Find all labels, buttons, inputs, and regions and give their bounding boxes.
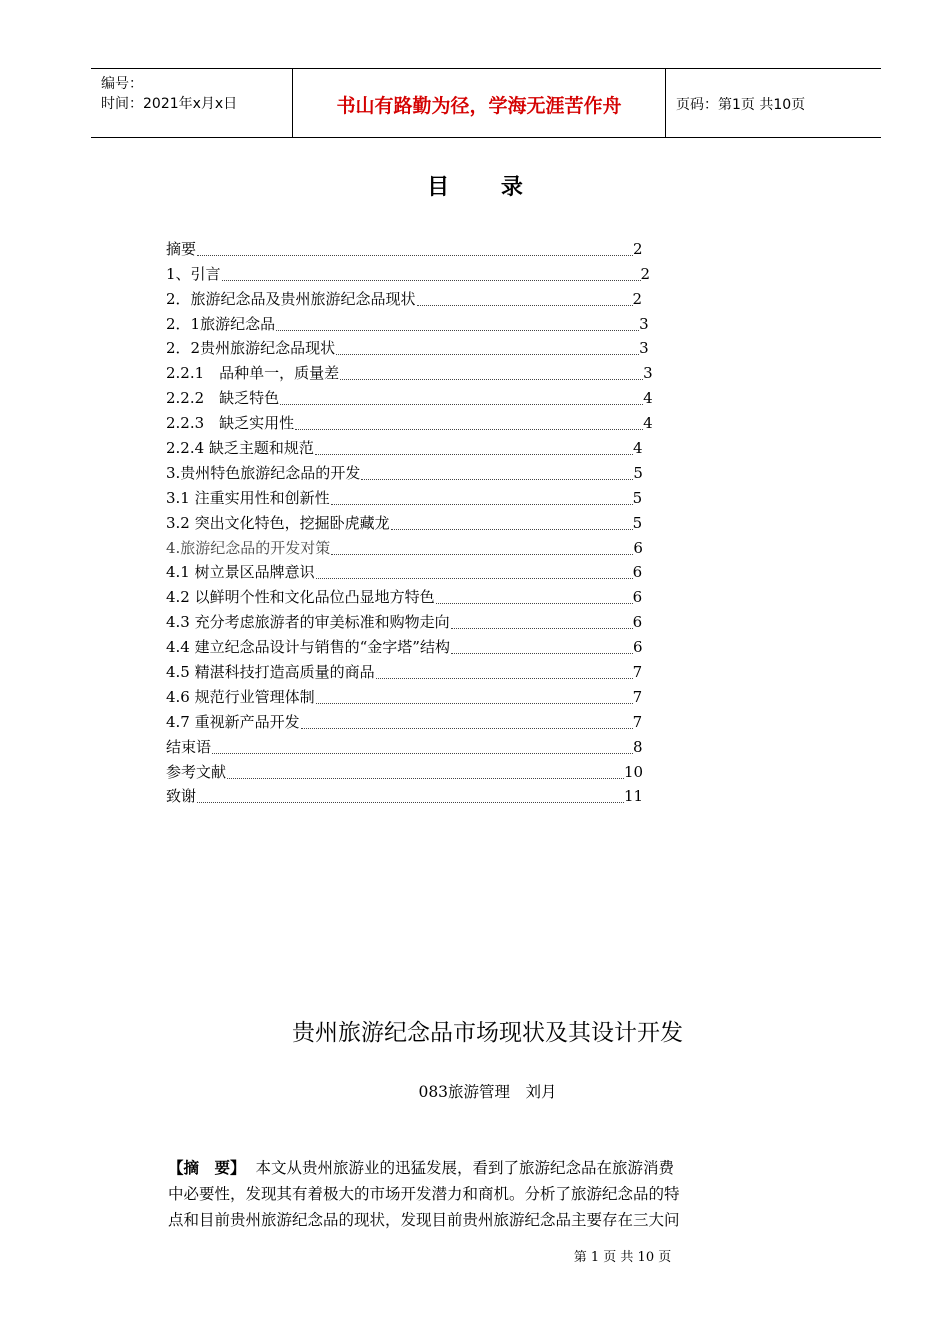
header-center-cell	[293, 69, 666, 137]
toc-entry-text: 4.7 重视新产品开发	[166, 712, 300, 731]
time-label: 时间：2021年x月x日	[101, 96, 238, 112]
toc-leader	[361, 478, 633, 480]
toc-entry[interactable]	[166, 259, 666, 284]
toc-entry-page: 4	[632, 439, 643, 458]
toc-leader	[376, 677, 633, 679]
toc-leader	[331, 503, 633, 505]
toc-leader	[451, 652, 633, 654]
toc-leader	[436, 602, 633, 604]
toc-leader	[316, 702, 633, 704]
toc-entry-page: 4	[643, 414, 653, 433]
toc-entry-text: 参考文献	[166, 762, 227, 781]
toc-entry-text: 2.2.2 缺乏特色	[166, 389, 280, 408]
toc-entry-text: 4.1 树立景区品牌意识	[166, 563, 315, 582]
toc-entry-text: 1、引言	[166, 264, 221, 283]
toc-entry[interactable]	[166, 558, 666, 583]
toc-entry[interactable]	[166, 458, 666, 483]
toc-entry[interactable]	[166, 508, 666, 533]
toc-entry[interactable]	[166, 782, 666, 807]
toc-entry-page: 4	[643, 389, 653, 408]
toc-entry[interactable]	[166, 707, 666, 732]
toc-entry-text: 致谢	[166, 787, 197, 806]
number-label: 编号：	[101, 76, 143, 92]
toc-entry-page: 6	[632, 613, 643, 632]
toc-leader	[197, 254, 633, 256]
toc-entry-page: 7	[632, 712, 643, 731]
toc-entry[interactable]	[166, 334, 666, 359]
toc-entry[interactable]	[166, 433, 666, 458]
toc-entry-text: 3.1 注重实用性和创新性	[166, 488, 330, 507]
toc-entry-text: 2.2.4 缺乏主题和规范	[166, 439, 314, 458]
toc-entry-text: 4.3 充分考虑旅游者的审美标准和购物走向	[166, 613, 450, 632]
toc-entry[interactable]	[166, 732, 666, 757]
abstract-text: 本文从贵州旅游业的迅猛发展，看到了旅游纪念品在旅游消费	[255, 1159, 675, 1177]
toc-leader	[391, 528, 633, 530]
toc-entry-text: 3.贵州特色旅游纪念品的开发	[166, 463, 361, 482]
toc-entry[interactable]	[166, 632, 666, 657]
toc-leader	[331, 553, 633, 555]
toc-entry-text: 结束语	[166, 737, 212, 756]
toc-leader	[336, 353, 639, 355]
toc-entry-page: 5	[632, 513, 643, 532]
toc-entry-text: 4.4 建立纪念品设计与销售的“金字塔”结构	[166, 638, 450, 657]
toc-entry-text: 4.旅游纪念品的开发对策	[166, 538, 331, 557]
toc-entry-page: 3	[643, 364, 653, 383]
toc-entry-text: 4.2 以鲜明个性和文化品位凸显地方特色	[166, 588, 435, 607]
toc-entry-text: 4.6 规范行业管理体制	[166, 687, 315, 706]
toc-leader	[197, 801, 624, 803]
toc-entry-text: 2．旅游纪念品及贵州旅游纪念品现状	[166, 289, 416, 308]
abstract-line-3: 点和目前贵州旅游纪念品的现状，发现目前贵州旅游纪念品主要存在三大问	[168, 1211, 680, 1229]
toc-entry-page: 2	[632, 289, 643, 308]
toc-entry-text: 2.2.1 品种单一，质量差	[166, 364, 340, 383]
toc-entry-page: 7	[632, 663, 643, 682]
toc-entry-page: 2	[640, 264, 651, 283]
toc-leader	[417, 304, 633, 306]
abstract-line-1	[168, 1155, 808, 1181]
toc-entry-page: 5	[632, 488, 643, 507]
toc-entry-page: 6	[632, 638, 643, 657]
toc-entry[interactable]	[166, 682, 666, 707]
abstract	[168, 1155, 808, 1233]
toc-entry-text: 4.5 精湛科技打造高质量的商品	[166, 663, 375, 682]
toc-entry-page: 11	[624, 787, 644, 806]
toc-entry[interactable]	[166, 234, 666, 259]
document-header	[91, 68, 881, 138]
abstract-line-2: 中必要性，发现其有着极大的市场开发潜力和商机。分析了旅游纪念品的特	[168, 1185, 680, 1203]
toc-entry[interactable]	[166, 358, 666, 383]
motto: 书山有路勤为径，学海无涯苦作舟	[336, 95, 622, 117]
header-left-cell	[91, 69, 293, 137]
toc-entry-text: 2．2贵州旅游纪念品现状	[166, 339, 336, 358]
toc-entry[interactable]	[166, 383, 666, 408]
toc-leader	[276, 329, 639, 331]
toc-entry-page: 6	[633, 538, 643, 557]
byline: 083旅游管理 刘月	[418, 1083, 557, 1101]
toc-leader	[315, 453, 633, 455]
toc-entry[interactable]	[166, 582, 666, 607]
toc-leader	[295, 428, 643, 430]
toc-entry[interactable]	[166, 284, 666, 309]
article-title: 贵州旅游纪念品市场现状及其设计开发	[292, 1020, 683, 1046]
table-of-contents	[166, 234, 666, 806]
toc-entry-text: 2.2.3 缺乏实用性	[166, 414, 295, 433]
toc-entry[interactable]	[166, 607, 666, 632]
toc-entry[interactable]	[166, 533, 666, 558]
toc-entry-page: 3	[639, 339, 649, 358]
page-label: 页码：第1页 共10页	[676, 97, 806, 113]
toc-entry-page: 3	[639, 314, 649, 333]
toc-entry-text: 3.2 突出文化特色，挖掘卧虎藏龙	[166, 513, 390, 532]
toc-leader	[301, 727, 633, 729]
toc-entry-text: 摘要	[166, 239, 197, 258]
toc-leader	[451, 627, 633, 629]
toc-leader	[212, 752, 633, 754]
toc-entry[interactable]	[166, 483, 666, 508]
toc-entry-page: 10	[624, 762, 644, 781]
toc-entry[interactable]	[166, 757, 666, 782]
toc-leader	[227, 777, 624, 779]
toc-entry-page: 7	[632, 687, 643, 706]
toc-leader	[340, 378, 643, 380]
toc-entry-page: 2	[633, 239, 643, 258]
toc-leader	[222, 279, 641, 281]
toc-entry[interactable]	[166, 309, 666, 334]
toc-entry-page: 5	[633, 463, 643, 482]
toc-leader	[280, 403, 643, 405]
toc-entry-page: 8	[633, 737, 643, 756]
toc-title: 目 录	[427, 175, 545, 200]
abstract-label: 【摘 要】	[168, 1159, 246, 1177]
page-footer: 第 1 页 共 10 页	[573, 1250, 672, 1265]
toc-entry[interactable]	[166, 657, 666, 682]
toc-entry-page: 6	[632, 563, 643, 582]
toc-entry-page: 6	[632, 588, 643, 607]
toc-entry[interactable]	[166, 408, 666, 433]
toc-entry-text: 2．1旅游纪念品	[166, 314, 276, 333]
toc-leader	[316, 577, 633, 579]
header-right-cell	[666, 69, 881, 137]
